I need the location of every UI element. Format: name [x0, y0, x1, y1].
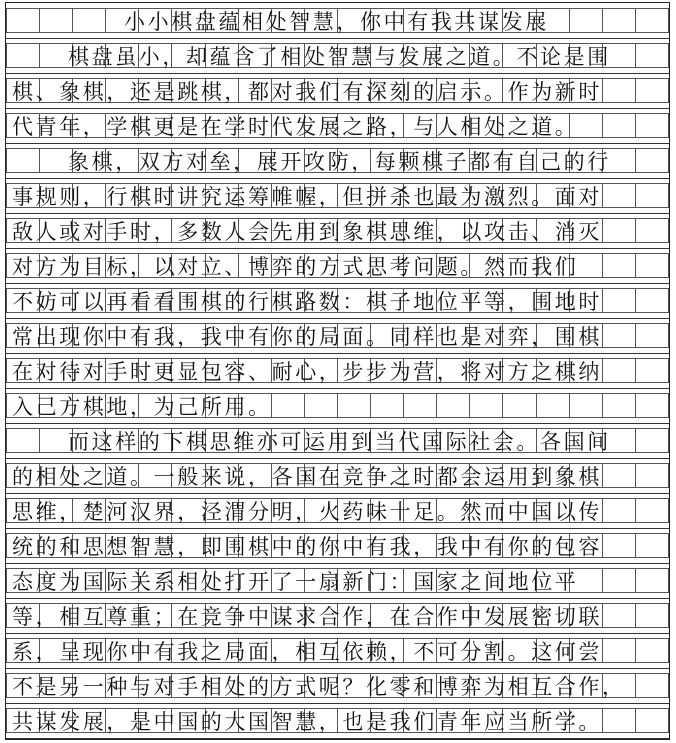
- grid-row: [6, 528, 669, 564]
- essay-line: 思维，楚河汉界，泾渭分明，火药味十足。然而中国以传: [12, 499, 602, 523]
- essay-line: 代青年，学棋更是在学时代发展之路，与人相处之道。: [12, 114, 579, 138]
- grid-row: [6, 178, 669, 214]
- essay-line: 的相处之道。一般来说，各国在竞争之时都会运用到象棋: [12, 464, 602, 488]
- grid-row: [6, 598, 669, 634]
- essay-line: 等，相互尊重；在竞争中谋求合作，在合作中发展密切联: [12, 604, 602, 628]
- grid-row: [6, 563, 669, 599]
- grid-row: [6, 283, 669, 319]
- grid-row: [6, 458, 669, 494]
- essay-line: 在对待对手时更显包容、耐心，步步为营，将对方之棋纳: [12, 359, 602, 383]
- essay-answer-sheet: [5, 2, 670, 740]
- grid-row: [6, 73, 669, 109]
- grid-row: [6, 423, 669, 459]
- grid-row: [6, 108, 669, 144]
- essay-line: 态度为国际关系相处打开了一扇新门：国家之间地位平: [12, 569, 579, 593]
- grid-row: [6, 248, 669, 284]
- essay-line: 统的和思想智慧，即围棋中的你中有我，我中有你的包容: [12, 534, 602, 558]
- essay-line: 系，呈现你中有我之局面，相互依赖，不可分割。这何尝: [12, 639, 602, 663]
- grid-row: [6, 388, 669, 424]
- grid-row: [6, 493, 669, 529]
- grid-row: [6, 38, 669, 74]
- grid-row: [6, 668, 669, 704]
- essay-line: 共谋发展，是中国的大国智慧，也是我们青年应当所学。: [12, 709, 602, 733]
- grid-row: [6, 3, 669, 39]
- grid-row: [6, 143, 669, 179]
- grid-row: [6, 213, 669, 249]
- essay-line: 入己方棋地，为己所用。: [12, 394, 272, 418]
- grid-row: [6, 633, 669, 669]
- essay-line: 常出现你中有我，我中有你的局面。同样也是对弈，围棋: [12, 324, 602, 348]
- essay-line: 棋盘虽小，却蕴含了相处智慧与发展之道。不论是围: [68, 44, 611, 68]
- grid-row: [6, 353, 669, 389]
- essay-line: 棋、象棋，还是跳棋，都对我们有深刻的启示。作为新时: [12, 79, 602, 103]
- essay-title: 小小棋盘蕴相处智慧，你中有我共谋发展: [124, 9, 549, 33]
- essay-line: 对方为目标，以对立、博弈的方式思考问题。然而我们: [12, 254, 579, 278]
- essay-line: 敌人或对手时，多数人会先用到象棋思维，以攻击、消灭: [12, 219, 602, 243]
- essay-line: 事规则，行棋时讲究运筹帷幄，但拼杀也最为激烈。面对: [12, 184, 602, 208]
- grid-row: [6, 318, 669, 354]
- essay-line: 而这样的下棋思维亦可运用到当代国际社会。各国间: [68, 429, 611, 453]
- essay-line: 不妨可以再看看围棋的行棋路数：棋子地位平等，围地时: [12, 289, 602, 313]
- grid-row: [6, 703, 669, 739]
- essay-line: 不是另一种与对手相处的方式呢？化零和博弈为相互合作，: [12, 674, 626, 698]
- essay-line: 象棋，双方对垒，展开攻防，每颗棋子都有自己的行: [68, 149, 611, 173]
